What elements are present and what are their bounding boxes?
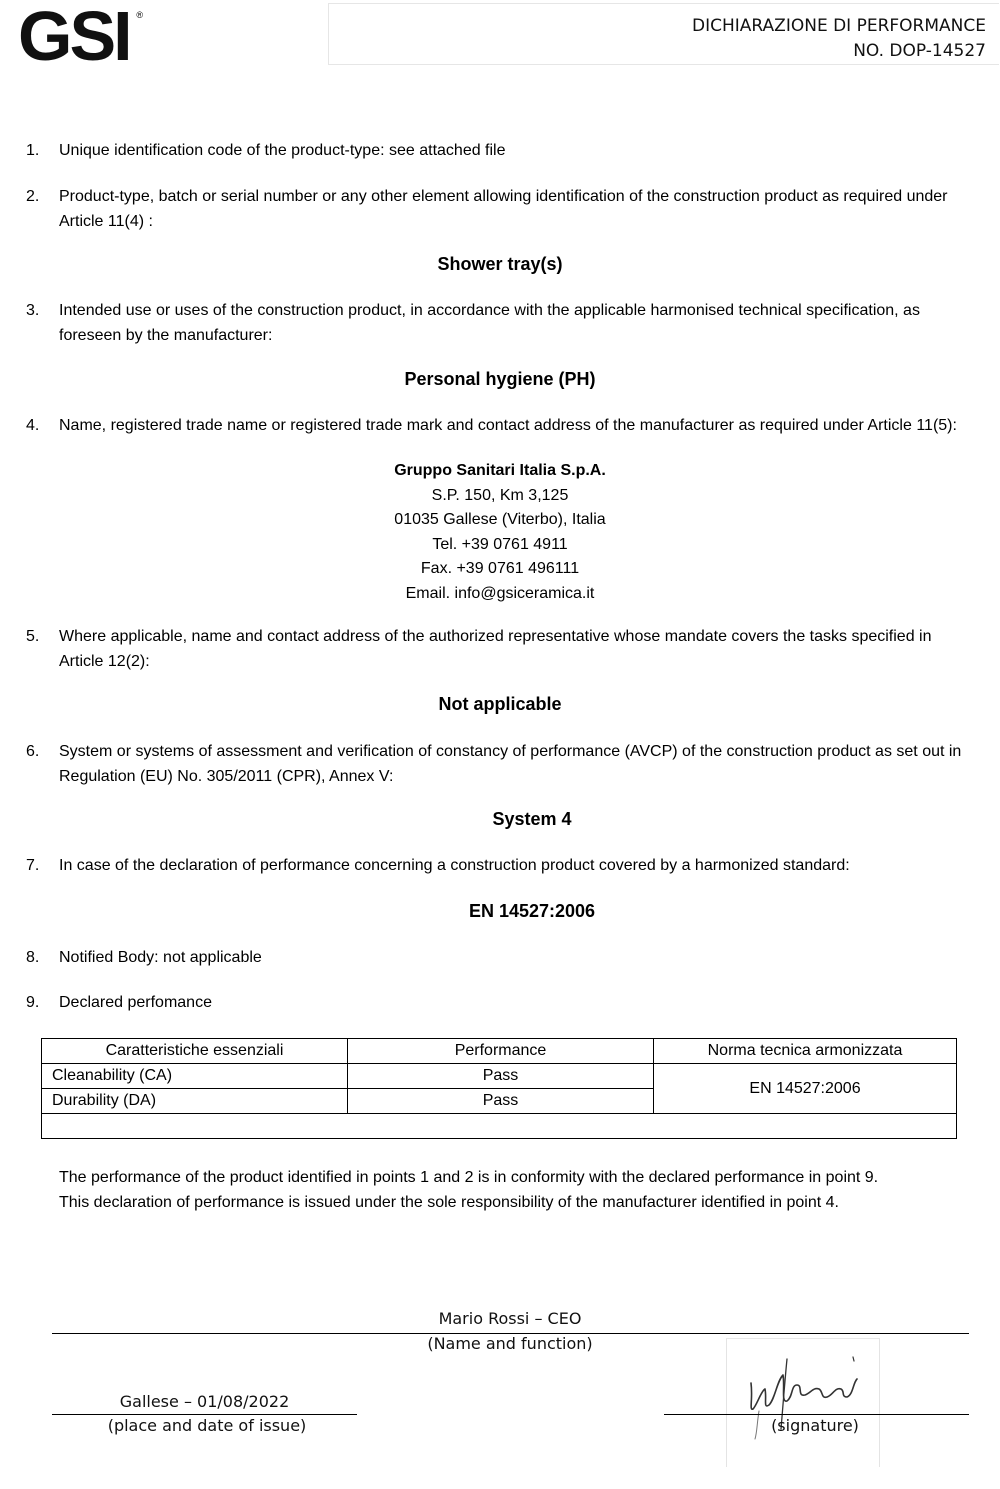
item-number: 8. <box>26 949 40 966</box>
item-5 <box>26 625 966 674</box>
item-text: Unique identification code of the product-type: see attached file <box>59 142 506 159</box>
signature-line <box>664 1414 969 1415</box>
registered-mark: ® <box>136 10 143 20</box>
handwritten-signature <box>727 1339 879 1467</box>
table-row <box>42 1064 957 1089</box>
standard-value: EN 14527:2006 <box>468 901 596 921</box>
gsi-logo <box>18 0 143 75</box>
item-2 <box>26 185 966 234</box>
item-9 <box>26 991 966 1016</box>
table-header-row <box>42 1039 957 1064</box>
name-function-caption: (Name and function) <box>427 1334 593 1353</box>
characteristic-cell: Durability (DA) <box>42 1089 348 1114</box>
manufacturer-fax: Fax. +39 0761 496111 <box>420 560 580 577</box>
item-4 <box>26 414 966 439</box>
item-3 <box>26 299 966 348</box>
signer-name-function: Mario Rossi – CEO <box>438 1309 582 1328</box>
item-text: Declared perfomance <box>59 994 212 1011</box>
manufacturer-tel: Tel. +39 0761 4911 <box>432 535 568 553</box>
item-number: 5. <box>26 628 40 645</box>
document-header <box>328 3 999 65</box>
manufacturer-address <box>0 459 1000 606</box>
item-number: 6. <box>26 743 40 760</box>
item-number: 2. <box>26 188 40 205</box>
empty-cell <box>42 1114 957 1139</box>
item-text: Name, registered trade name or registered trade mark and contact address of the manufacturer as required under Article 11(5): <box>59 417 957 434</box>
header-norm: Norma tecnica armonizzata <box>654 1039 957 1064</box>
manufacturer-email: Email. info@gsiceramica.it <box>405 584 595 602</box>
performance-table <box>41 1038 957 1139</box>
characteristic-cell: Cleanability (CA) <box>42 1064 348 1089</box>
performance-cell: Pass <box>348 1064 654 1089</box>
item-number: 7. <box>26 857 40 874</box>
place-date: Gallese – 01/08/2022 <box>119 1392 290 1411</box>
logo-text: GSI <box>18 0 130 75</box>
header-characteristics: Caratteristiche essenziali <box>42 1039 348 1064</box>
header-performance: Performance <box>348 1039 654 1064</box>
item-text: Notified Body: not applicable <box>59 949 262 966</box>
conformity-statement <box>59 1166 878 1215</box>
signature-caption: (signature) <box>771 1416 859 1435</box>
conformity-line-2: This declaration of performance is issued under the sole responsibility of the manufacturer identified in point 4. <box>59 1193 839 1211</box>
manufacturer-address-line-2: 01035 Gallese (Viterbo), Italia <box>394 511 606 528</box>
signature-box <box>726 1338 880 1467</box>
item-8 <box>26 946 966 971</box>
place-date-line <box>52 1414 357 1415</box>
table-empty-row <box>42 1114 957 1139</box>
item-text: Product-type, batch or serial number or any other element allowing identification of the construction product as required under Article 11(4) : <box>59 188 948 230</box>
place-date-caption: (place and date of issue) <box>107 1416 307 1435</box>
manufacturer-name: Gruppo Sanitari Italia S.p.A. <box>394 462 606 479</box>
item-text: Intended use or uses of the construction product, in accordance with the applicable harmonised technical specification, as foreseen by the manufacturer: <box>59 302 920 344</box>
item-7 <box>26 854 966 879</box>
item-6 <box>26 740 966 789</box>
item-text: In case of the declaration of performance concerning a construction product covered by a harmonized standard: <box>59 857 850 874</box>
conformity-line-1: The performance of the product identified in points 1 and 2 is in conformity with the declared performance in point 9. <box>59 1169 879 1186</box>
intended-use-value: Personal hygiene (PH) <box>404 369 596 389</box>
manufacturer-address-line-1: S.P. 150, Km 3,125 <box>431 486 569 504</box>
norm-cell: EN 14527:2006 <box>654 1064 957 1114</box>
title-line-1: DICHIARAZIONE DI PERFORMANCE <box>692 16 986 36</box>
document-title <box>692 14 986 64</box>
item-number: 4. <box>26 417 40 434</box>
product-type-value: Shower tray(s) <box>437 254 563 274</box>
representative-value: Not applicable <box>438 694 562 714</box>
item-1 <box>26 139 966 164</box>
title-line-2: NO. DOP-14527 <box>853 41 986 61</box>
performance-cell: Pass <box>348 1089 654 1114</box>
item-text: Where applicable, name and contact address of the authorized representative whose mandate covers the tasks specified in Article 12(2): <box>59 628 932 670</box>
item-number: 9. <box>26 994 40 1011</box>
avcp-value: System 4 <box>492 809 572 829</box>
item-number: 1. <box>26 142 40 159</box>
item-number: 3. <box>26 302 40 319</box>
item-text: System or systems of assessment and verification of constancy of performance (AVCP) of the construction product as set out in Regulation (EU) No. 305/2011 (CPR), Annex V: <box>59 743 962 785</box>
